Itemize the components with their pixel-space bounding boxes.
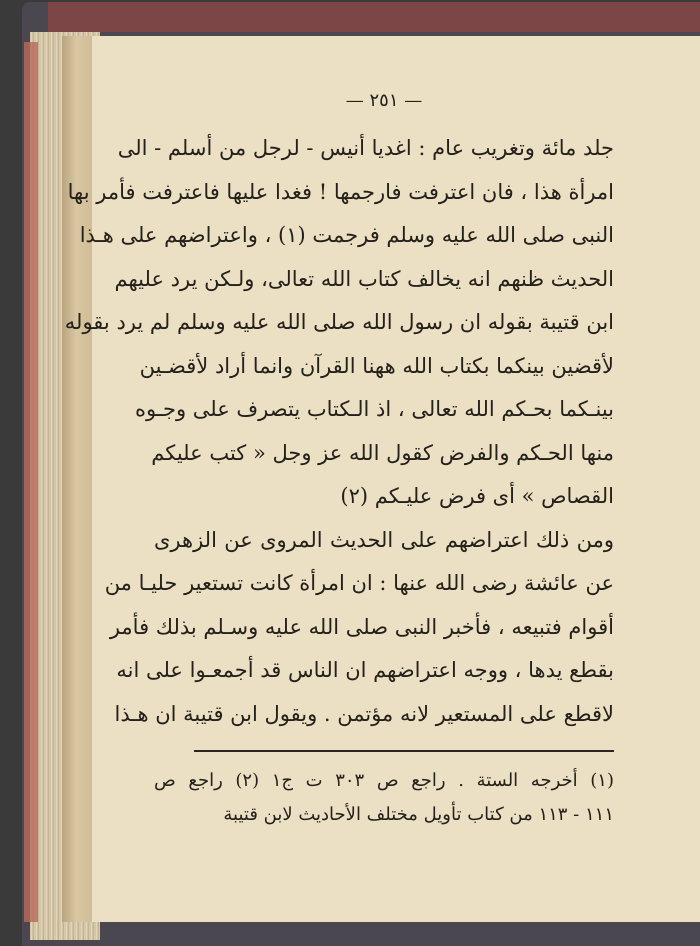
text-line: بينـكما بحـكم الله تعالى ، اذ الـكتاب يتصرف على وجـوه	[134, 397, 614, 421]
text-line: لاقطع على المستعير لانه مؤتمن . ويقول ابن قتيبة ان هـذا	[114, 701, 614, 726]
page-number: — ٢٥١ —	[345, 90, 423, 111]
cover-binding-strip	[48, 2, 700, 32]
text-line: أقوام فتبيعه ، فأخبر النبى صلى الله عليه وسـلم بذلك فأمر	[109, 614, 614, 639]
text-line: عن عائشة رضى الله عنها : ان امرأة كانت تستعير حليـا من	[104, 571, 614, 595]
text-line: القصاص » أى فرض عليـكم (٢)	[340, 484, 614, 508]
text-line: لأقضين بينكما بكتاب الله ههنا القرآن وانما أراد لأقضـين	[139, 353, 614, 378]
page-text	[64, 90, 614, 832]
text-line: جلد مائة وتغريب عام : اغديا أنيس - لرجل من أسلم - الى	[117, 136, 614, 160]
text-line: النبى صلى الله عليه وسلم فرجمت (١) ، واعتراضهم على هـذا	[79, 223, 614, 247]
page-edge-stain	[24, 42, 38, 922]
text-line: بقطع يدها ، ووجه اعتراضهم ان الناس قد أجمعـوا على انه	[116, 658, 614, 682]
text-line: منها الحـكم والفرض كقول الله عز وجل « كتب عليكم	[151, 440, 614, 465]
text-line: ومن ذلك اعتراضهم على الحديث المروى عن الزهرى	[154, 527, 614, 552]
text-line: ابن قتيبة بقوله ان رسول الله صلى الله عليه وسلم لم يرد بقوله	[64, 310, 614, 334]
footnote-divider	[194, 750, 614, 752]
text-line: الحديث ظنهم انه يخالف كتاب الله تعالى، ولـكن يرد عليهم	[114, 266, 614, 291]
footnote-line: (١) أخرجه الستة . راجع ص ٣٠٣ ت ج١ (٢) راجع ص	[154, 770, 614, 791]
text-line: امرأة هذا ، فان اعترفت فارجمها ! فغدا عليها فاعترفت فأمر بها	[67, 179, 614, 204]
footnote-line: ١١١ - ١١٣ من كتاب تأويل مختلف الأحاديث لابن قتيبة	[223, 804, 614, 825]
